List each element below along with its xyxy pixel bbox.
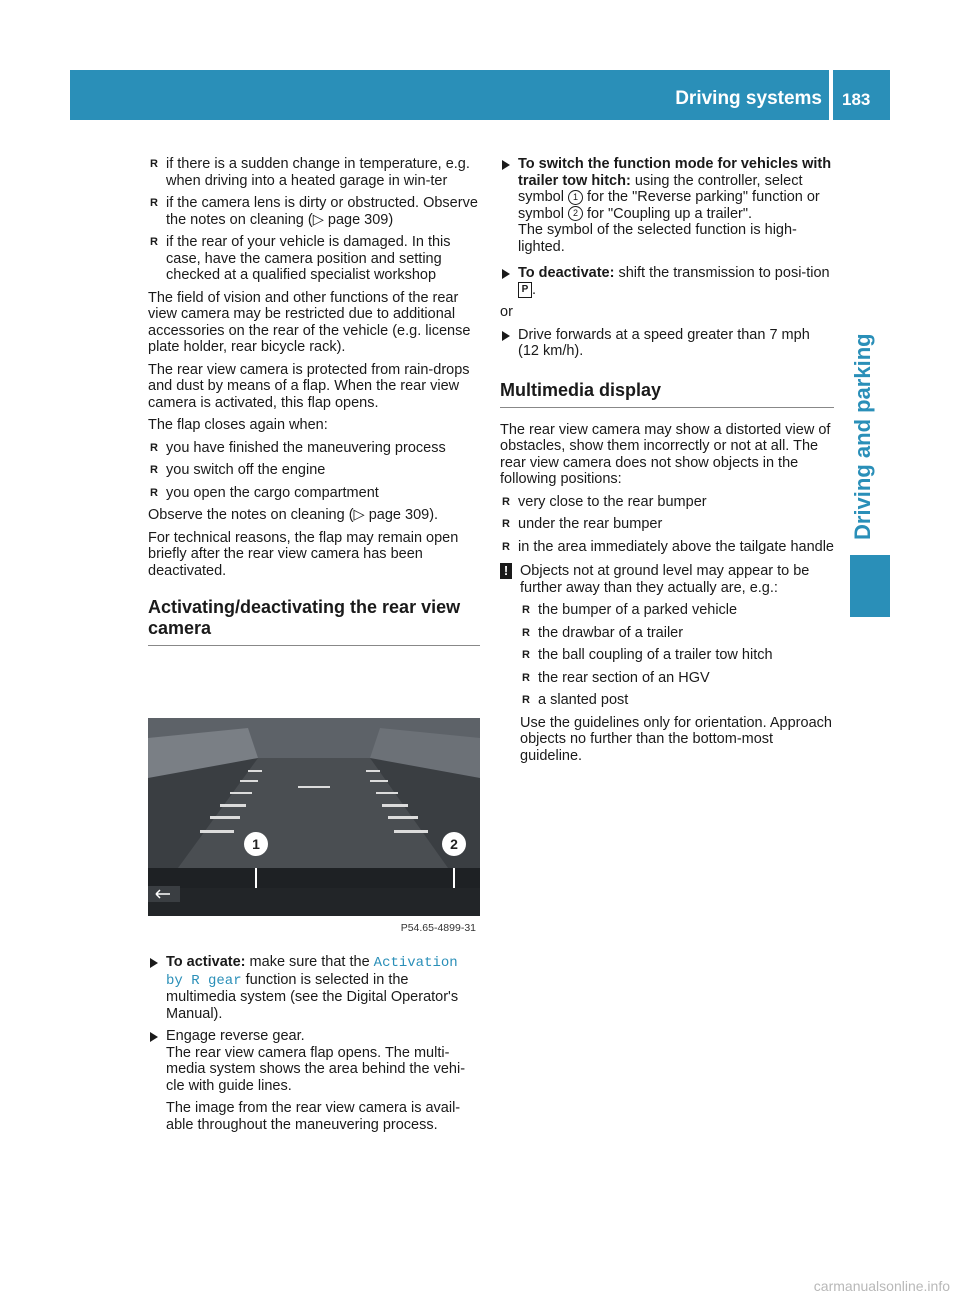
paragraph: For technical reasons, the flap may remain open briefly after the rear view camera has been deactivated. xyxy=(148,529,459,579)
paragraph: The rear view camera may show a distorted view of obstacles, show them incorrectly or not at all. The rear view camera does not show objects in the following positions: xyxy=(500,421,831,487)
right-column xyxy=(500,156,834,770)
left-column xyxy=(148,156,480,646)
list-item: R a slanted post xyxy=(520,692,834,709)
watermark: carmanualsonline.info xyxy=(813,1278,950,1294)
step-engage: Engage reverse gear. The rear view camera flap opens. The multi-media system shows the area behind the vehi-cle with guide lines. The image from the rear view camera is avail-able throughout the maneuvering process. xyxy=(148,1028,480,1133)
list-item: R you open the cargo compartment xyxy=(148,485,480,502)
side-tab-block xyxy=(850,555,890,617)
image-caption-bar xyxy=(148,916,480,938)
image-code: P54.65-4899-31 xyxy=(400,922,476,934)
symbol-1-icon: 1 xyxy=(568,190,583,205)
callout-1: 1 xyxy=(252,836,260,852)
list-item: R in the area immediately above the tailgate handle xyxy=(500,539,834,556)
menu-item-name: Activation by R gear xyxy=(166,955,458,989)
step-activate: To activate: make sure that the Activation by R gear function is selected in the multimedia system (see the Digital Operator's Manual). xyxy=(148,954,480,1022)
warning-list xyxy=(500,602,834,764)
heading-rule xyxy=(148,645,480,646)
list-item: R under the rear bumper xyxy=(500,516,834,533)
step-drive-forward: Drive forwards at a speed greater than 7 mph (12 km/h). xyxy=(500,327,834,360)
page-number: 183 xyxy=(842,90,871,109)
warning-icon: ! xyxy=(500,563,512,579)
header-separator xyxy=(829,70,833,120)
paragraph: Observe the notes on cleaning (▷ page 309). xyxy=(148,507,439,523)
paragraph: The flap closes again when: xyxy=(148,417,328,433)
warning-note: ! Objects not at ground level may appear to be further away than they actually are, e.g.: xyxy=(500,563,834,596)
rear-camera-image xyxy=(148,718,480,916)
list-item: R very close to the rear bumper xyxy=(500,494,834,511)
list-item: R you switch off the engine xyxy=(148,462,480,479)
list-item: R the bumper of a parked vehicle xyxy=(520,602,834,619)
section-title: Driving systems xyxy=(675,88,822,109)
section-heading: Activating/deactivating the rear view camera xyxy=(148,597,461,638)
gear-p-icon: P xyxy=(518,282,532,298)
camera-view-graphic xyxy=(148,718,480,916)
list-item: R if the camera lens is dirty or obstructed. Observe the notes on cleaning (▷ page 309) xyxy=(148,195,480,228)
section-heading: Multimedia display xyxy=(500,379,662,400)
symbol-2-icon: 2 xyxy=(568,206,583,221)
left-column-steps xyxy=(148,954,480,1139)
paragraph: Use the guidelines only for orientation. Approach objects no further than the bottom-most guideline. xyxy=(520,714,832,764)
list-item: R you have finished the maneuvering process xyxy=(148,440,480,457)
step-switch-mode: To switch the function mode for vehicles with trailer tow hitch: using the controller, select symbol 1 for the "Reverse parking" function or symbol 2 for "Coupling up a trailer". The symbol of the selected function is high-lighted. xyxy=(500,156,834,255)
step-deactivate: To deactivate: shift the transmission to posi-tion P . xyxy=(500,265,834,298)
or-text: or xyxy=(500,304,513,320)
list-item: R the ball coupling of a trailer tow hitch xyxy=(520,647,834,664)
list-item: R if there is a sudden change in temperature, e.g. when driving into a heated garage in win-ter xyxy=(148,156,480,189)
paragraph: The rear view camera is protected from rain-drops and dust by means of a flap. When the rear view camera is activated, this flap opens. xyxy=(148,361,470,411)
list-item: R if the rear of your vehicle is damaged. In this case, have the camera position and setting checked at a qualified specialist workshop xyxy=(148,234,480,284)
list-item: R the drawbar of a trailer xyxy=(520,625,834,642)
list-item: R the rear section of an HGV xyxy=(520,670,834,687)
paragraph: The field of vision and other functions of the rear view camera may be restricted due to additional accessories on the rear of the vehicle (e.g. license plate holder, rear bicycle rack). xyxy=(148,289,471,355)
side-chapter-tab: Driving and parking xyxy=(850,333,875,540)
callout-2: 2 xyxy=(450,836,458,852)
